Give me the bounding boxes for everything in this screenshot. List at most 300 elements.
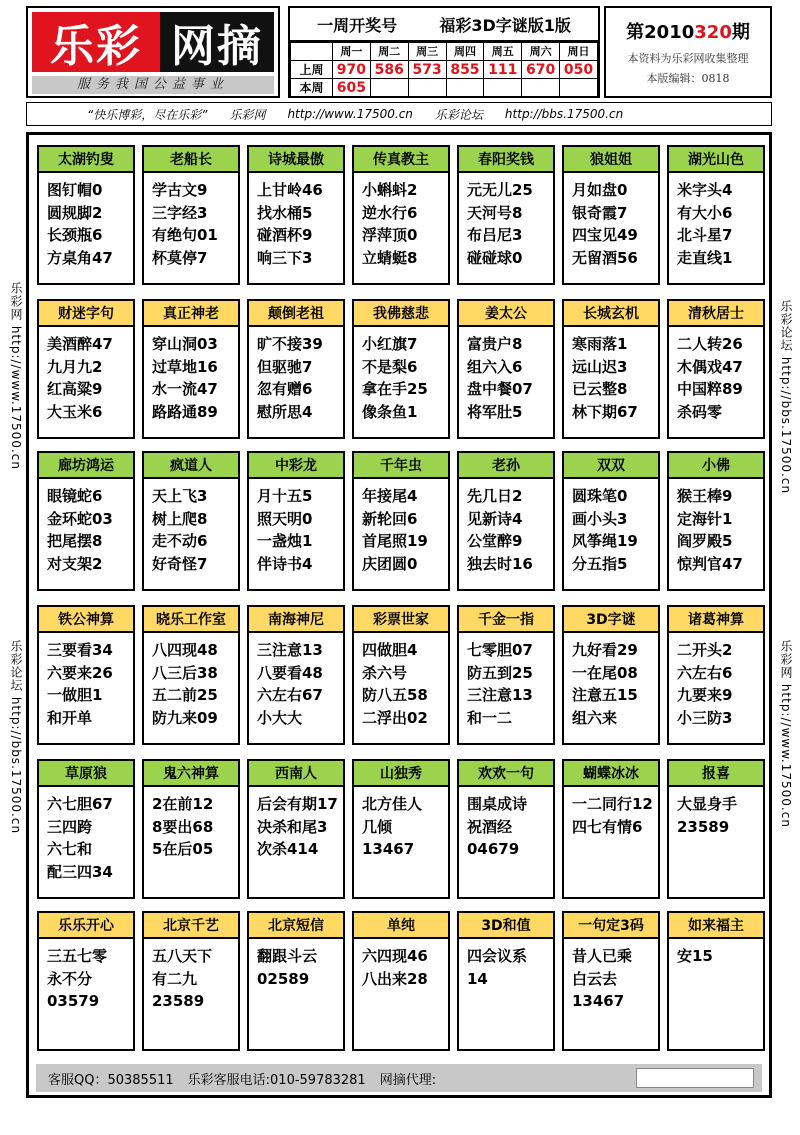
last-week-number: 970 [333,61,371,79]
card-line [677,968,763,991]
card-line: 二浮出02 [362,708,428,727]
card-lines [669,173,763,269]
card-lines [354,787,448,883]
card-line: 有大小6 [677,203,733,222]
card-title: 乐乐开心 [39,913,133,939]
card-line: 小红旗7 [362,335,418,353]
last-week-number: 670 [522,61,560,79]
card-line: 白云去 [572,969,618,988]
riddle-card [667,299,765,439]
card-line [362,1013,448,1036]
card-line: 八要看48 [257,663,323,682]
card-title: 欢欢一句 [459,761,553,787]
card-line: 上甘岭46 [257,181,323,199]
card-lines [354,173,448,269]
card-line: 2在前12 [152,795,214,813]
card-line [677,861,763,884]
footer-phone: 乐彩客服电话:010-59783281 [187,1072,366,1088]
card-line: 23589 [677,817,730,836]
logo [26,6,280,98]
footer-bar [36,1064,762,1092]
card-line: 14 [467,969,488,988]
riddle-card [667,145,765,285]
card-lines [564,327,658,423]
this-week-number: 605 [333,79,371,97]
issue-suffix: 期 [731,22,750,43]
riddle-card [247,605,345,745]
card-line: 但驱驰7 [257,357,313,376]
card-line: 四宝见49 [572,226,638,244]
card-line: 有绝句01 [152,226,218,244]
card-line: 决杀和尾3 [257,817,328,836]
card-line: 六七胆67 [47,795,113,813]
card-line: 北斗星7 [677,226,733,244]
card-lines [564,939,658,1035]
card-line: 围桌成诗 [467,795,528,813]
side-label-left-bottom: 乐彩论坛 http://bbs.17500.cn [9,640,23,835]
card-line: 布吕尼3 [467,226,523,244]
last-week-number: 586 [370,61,408,79]
card-line: 圆规脚2 [47,203,103,222]
card-title: 3D和值 [459,913,553,939]
card-line: 首尾照19 [362,532,428,550]
card-line: 三要看34 [47,641,113,659]
card-line [572,1013,658,1036]
riddle-card [142,759,240,899]
card-lines [249,327,343,423]
card-line: 七零胆07 [467,641,533,659]
card-lines [249,633,343,729]
card-line: 元无儿25 [467,181,533,199]
day-header: 周一 [333,43,371,61]
this-week-number [446,79,484,97]
riddle-card [667,451,765,591]
card-line: 红高粱9 [47,380,103,398]
card-title: 单纯 [354,913,448,939]
riddle-card [352,911,450,1051]
riddle-card [142,911,240,1051]
card-lines [354,633,448,729]
card-title: 鬼六神算 [144,761,238,787]
card-title: 疯道人 [144,453,238,479]
card-line: 三四跨 [47,817,93,836]
card-line: 中国粹89 [677,380,743,398]
this-week-number [370,79,408,97]
card-title: 晓乐工作室 [144,607,238,633]
card-title: 蝴蝶冰冰 [564,761,658,787]
card-line: 昔人已乘 [572,947,633,965]
card-lines [459,633,553,729]
card-line: 月十五5 [257,487,313,505]
card-lines [459,939,553,1035]
riddle-card [352,605,450,745]
draw-results-box [288,6,600,98]
card-line: 杀六号 [362,663,408,682]
card-line: 不是梨6 [362,357,418,376]
logo-wordmark [32,12,274,72]
card-line [257,861,343,884]
site-url-link[interactable]: http://www.17500.cn [287,107,413,121]
card-line: 和开单 [47,708,93,727]
card-line: 画小头3 [572,509,628,528]
card-title: 北京短信 [249,913,343,939]
card-line: 注意五15 [572,686,638,704]
last-week-number: 573 [408,61,446,79]
card-line: 寒雨落1 [572,335,628,353]
card-title: 太湖钓叟 [39,147,133,173]
card-title: 双双 [564,453,658,479]
card-line: 金环蛇03 [47,509,113,528]
card-title: 一句定3码 [564,913,658,939]
card-line: 八出来28 [362,969,428,988]
card-line [467,990,553,1013]
card-line: 小大大 [257,708,303,727]
card-line [677,838,763,861]
card-title: 老孙 [459,453,553,479]
card-title: 老船长 [144,147,238,173]
last-week-row [291,61,598,79]
card-title: 姜太公 [459,301,553,327]
card-line: 过草地16 [152,357,218,376]
card-line: 有二九 [152,969,198,988]
card-lines [144,939,238,1035]
riddle-card [562,451,660,591]
riddle-card [457,145,555,285]
riddle-card [37,759,135,899]
card-lines [669,633,763,729]
card-lines [354,479,448,575]
riddle-card [142,605,240,745]
card-line [467,861,553,884]
card-lines [459,479,553,575]
logo-red-part: 乐彩 [32,12,160,72]
card-line: 8要出68 [152,817,214,836]
side-label-right-bottom: 乐彩网 http://www.17500.cn [779,640,793,828]
riddle-card [352,145,450,285]
footer-agent: 网摘代理: [379,1072,437,1088]
card-line: 13467 [572,992,625,1010]
card-line [467,1013,553,1036]
card-line [572,861,658,884]
card-line: 大显身手 [677,795,738,813]
logo-black-part: 网摘 [160,12,274,72]
card-line: 长颈瓶6 [47,226,103,244]
card-line: 伴诗书4 [257,554,313,573]
card-line [47,1013,133,1036]
card-line: 六七和 [47,840,93,858]
card-title: 廊坊鸿运 [39,453,133,479]
card-title: 春阳奖钱 [459,147,553,173]
issue-prefix: 第2010 [626,22,695,43]
riddle-card [247,299,345,439]
card-line: 盘中餐07 [467,380,533,398]
card-line [677,990,763,1013]
card-lines [354,327,448,423]
card-lines [39,479,133,575]
issue-editor: 本版编辑：0818 [646,72,730,85]
card-line: 将军肚5 [467,402,523,421]
card-line: 米字头4 [677,181,733,199]
card-line: 富贵户8 [467,335,523,353]
card-line: 四做胆4 [362,641,418,659]
card-line: 碰碰球0 [467,248,523,267]
card-line: 路路通89 [152,402,218,421]
card-line: 美酒醉47 [47,335,113,353]
issue-note: 本资料为乐彩网收集整理 [627,52,749,65]
card-line: 祝酒经 [467,817,513,836]
riddle-card [562,145,660,285]
card-line: 照天明0 [257,509,313,528]
card-line: 八三后38 [152,663,218,682]
riddle-card [667,759,765,899]
riddle-card [247,911,345,1051]
slogan-bar [26,102,772,126]
riddle-card [37,605,135,745]
card-lines [249,939,343,1035]
card-line: 九月九2 [47,357,103,376]
card-lines [39,327,133,423]
card-line: 学古文9 [152,181,208,199]
this-week-number [522,79,560,97]
card-line [257,1013,343,1036]
day-header: 周日 [560,43,598,61]
card-line: 小蝌蚪2 [362,181,418,199]
card-line: 立蜻蜓8 [362,248,418,267]
card-lines [144,327,238,423]
this-week-number [484,79,522,97]
card-line: 木偶戏47 [677,357,743,376]
card-title: 北京千艺 [144,913,238,939]
riddle-card [562,605,660,745]
card-line: 安15 [677,947,713,965]
card-line: 防九来09 [152,708,218,727]
riddle-card [562,759,660,899]
card-line: 惊判官47 [677,554,743,573]
card-line: 方桌角47 [47,248,113,267]
card-line [152,1013,238,1036]
card-line: 庆团圆0 [362,554,418,573]
last-week-number: 855 [446,61,484,79]
riddle-card [37,145,135,285]
riddle-card [142,299,240,439]
card-line: 九好看29 [572,641,638,659]
day-header: 周三 [408,43,446,61]
card-line: 大玉米6 [47,402,103,421]
riddle-card [352,299,450,439]
card-line: 林下期67 [572,402,638,421]
card-title: 真正神老 [144,301,238,327]
card-title: 中彩龙 [249,453,343,479]
day-header: 周四 [446,43,484,61]
riddle-card [352,759,450,899]
card-line [677,1013,763,1036]
card-lines [564,173,658,269]
card-line: 03579 [47,992,100,1010]
site-name: 乐彩网 [229,107,266,122]
card-line: 像条鱼1 [362,402,418,421]
card-line: 六左右6 [677,663,733,682]
card-line: 次杀414 [257,840,319,858]
card-lines [354,939,448,1035]
card-lines [669,327,763,423]
card-line: 一在尾08 [572,663,638,682]
card-line: 八四现48 [152,641,218,659]
card-line: 银奇霞7 [572,203,628,222]
card-title: 财迷字句 [39,301,133,327]
riddle-card [667,605,765,745]
card-line: 猴王棒9 [677,487,733,505]
card-line: 五八天下 [152,947,213,965]
card-line: 二开头2 [677,641,733,659]
card-title: 铁公神算 [39,607,133,633]
card-lines [39,173,133,269]
logo-slogan: 服务我国公益事业 [32,76,274,94]
card-title: 诗城最傲 [249,147,343,173]
card-lines [459,327,553,423]
card-line: 旷不接39 [257,335,323,353]
riddle-card [457,299,555,439]
card-line: 拿在手25 [362,380,428,398]
card-line: 六要来26 [47,663,113,682]
card-line: 树上爬8 [152,509,208,528]
card-line: 一二同行12 [572,795,653,813]
card-line: 三字经3 [152,203,208,222]
this-week-number [560,79,598,97]
card-lines [39,939,133,1035]
forum-url-link[interactable]: http://bbs.17500.cn [504,107,624,121]
card-line: 02589 [257,969,310,988]
this-week-row [291,79,598,97]
card-line: 天上飞3 [152,487,208,505]
card-line: 和一二 [467,708,513,727]
card-line: 圆珠笔0 [572,487,628,505]
card-line: 四会议系 [467,947,528,965]
card-line: 风筝绳19 [572,532,638,550]
card-line: 对支架2 [47,554,103,573]
card-lines [144,173,238,269]
card-line: 公堂醉9 [467,532,523,550]
card-line: 小三防3 [677,708,733,727]
card-title: 彩票世家 [354,607,448,633]
card-line: 已云整8 [572,380,628,398]
card-line: 独去时16 [467,554,533,573]
card-line: 好奇怪7 [152,554,208,573]
slogan-quote: “快乐博彩，尽在乐彩” [87,107,208,122]
draw-corner-cell [291,43,333,61]
agent-input-box [636,1068,754,1088]
card-title: 小佛 [669,453,763,479]
card-line: 北方佳人 [362,795,423,813]
card-lines [669,939,763,1035]
card-line: 组六来 [572,708,618,727]
card-lines [564,633,658,729]
riddle-card [142,145,240,285]
card-line [152,861,238,884]
card-lines [144,479,238,575]
card-line: 逆水行6 [362,203,418,222]
card-line: 把尾摆8 [47,532,103,550]
card-title: 报喜 [669,761,763,787]
card-line: 三五七零 [47,947,108,965]
draw-days-row [291,43,598,61]
card-title: 传真教主 [354,147,448,173]
card-lines [39,787,133,883]
this-week-label: 本周 [291,79,333,97]
card-lines [564,479,658,575]
card-line: 13467 [362,840,415,858]
footer-qq: 客服QQ：50385511 [48,1072,174,1088]
card-line: 杯莫停7 [152,248,208,267]
card-line: 阎罗殿5 [677,532,733,550]
riddle-card [562,911,660,1051]
card-line: 五二前25 [152,686,218,704]
riddle-card [457,451,555,591]
card-title: 山独秀 [354,761,448,787]
card-line: 配三四34 [47,862,113,881]
card-line: 眼镜蛇6 [47,487,103,505]
issue-number [606,18,770,44]
issue-number-red: 320 [694,22,732,43]
card-line: 慰所思4 [257,402,313,421]
card-line: 杀码零 [677,402,723,421]
riddle-card [562,299,660,439]
forum-name: 乐彩论坛 [434,107,483,122]
card-title: 诸葛神算 [669,607,763,633]
card-line: 先几日2 [467,487,523,505]
card-title: 狼姐姐 [564,147,658,173]
card-line: 远山迟3 [572,357,628,376]
card-lines [249,479,343,575]
card-lines [39,633,133,729]
card-line: 新轮回6 [362,509,418,528]
card-line: 04679 [467,840,520,858]
card-line [257,990,343,1013]
card-line: 定海针1 [677,509,733,528]
card-line: 后会有期17 [257,795,338,813]
card-line [572,838,658,861]
card-line: 响三下3 [257,248,313,267]
riddle-card [247,451,345,591]
card-line: 走不动6 [152,532,208,550]
riddle-card [247,759,345,899]
draw-title [290,8,598,42]
card-title: 千金一指 [459,607,553,633]
card-line: 翻跟斗云 [257,947,318,965]
card-title: 南海神尼 [249,607,343,633]
draw-results-table [290,42,598,97]
card-title: 清秋居士 [669,301,763,327]
card-title: 草原狼 [39,761,133,787]
side-label-right-top: 乐彩论坛 http://bbs.17500.cn [779,300,793,495]
riddle-card [457,605,555,745]
card-line: 穿山洞03 [152,335,218,353]
riddle-card [37,451,135,591]
card-lines [459,173,553,269]
card-line [362,990,448,1013]
card-line: 防八五58 [362,686,428,704]
card-line: 23589 [152,992,205,1010]
card-title: 千年虫 [354,453,448,479]
card-line: 找水桶5 [257,203,313,222]
day-header: 周五 [484,43,522,61]
card-line: 一做胆1 [47,686,103,704]
card-line: 组六入6 [467,357,523,376]
card-lines [459,787,553,883]
this-week-number [408,79,446,97]
riddle-card [37,299,135,439]
card-line: 六四现46 [362,947,428,965]
card-line: 水一流47 [152,380,218,398]
